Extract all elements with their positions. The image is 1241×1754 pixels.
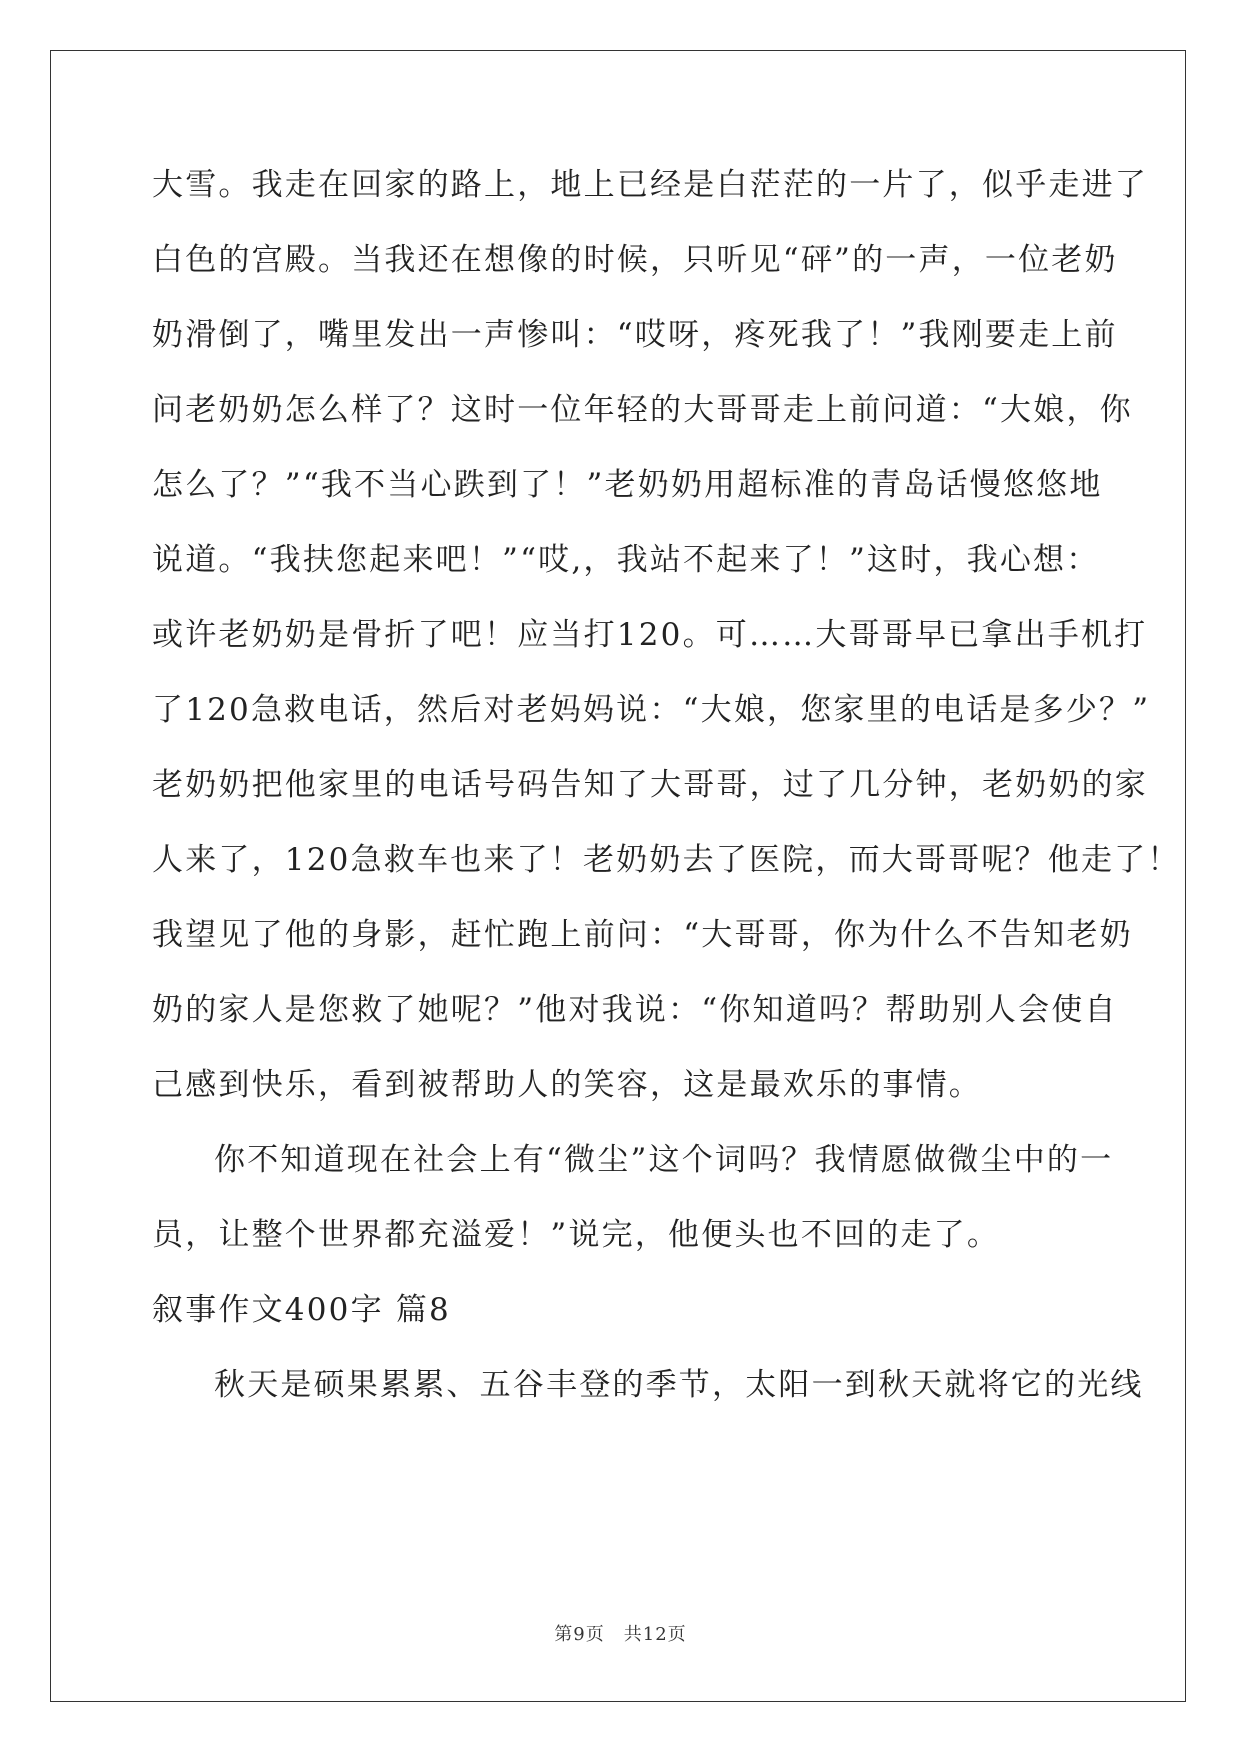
paragraph-first-line: 你不知道现在社会上有“微尘”这个词吗？我情愿做微尘中的一 xyxy=(214,1142,1114,1178)
text-line: 大雪。我走在回家的路上，地上已经是白茫茫的一片了，似乎走进了 xyxy=(152,167,1148,203)
paragraph-first-line: 秋天是硕果累累、五谷丰登的季节，太阳一到秋天就将它的光线 xyxy=(214,1367,1144,1403)
text-line: 说道。“我扶您起来吧！”“哎,，我站不起来了！”这时，我心想： xyxy=(152,542,1100,578)
text-line: 白色的宫殿。当我还在想像的时候，只听见“砰”的一声，一位老奶 xyxy=(152,242,1118,278)
text-line: 员，让整个世界都充溢爱！”说完，他便头也不回的走了。 xyxy=(152,1217,1001,1253)
text-line: 奶滑倒了，嘴里发出一声惨叫：“哎呀，疼死我了！”我刚要走上前 xyxy=(152,317,1118,353)
text-line: 或许老奶奶是骨折了吧！应当打120。可……大哥哥早已拿出手机打 xyxy=(152,617,1148,653)
text-line: 怎么了？”“我不当心跌到了！”老奶奶用超标准的青岛话慢悠悠地 xyxy=(152,467,1103,503)
text-line: 老奶奶把他家里的电话号码告知了大哥哥，过了几分钟，老奶奶的家 xyxy=(152,767,1148,803)
section-heading: 叙事作文400字 篇8 xyxy=(152,1292,451,1328)
text-line: 我望见了他的身影，赶忙跑上前问：“大哥哥，你为什么不告知老奶 xyxy=(152,917,1133,953)
text-line: 己感到快乐，看到被帮助人的笑容，这是最欢乐的事情。 xyxy=(152,1067,982,1103)
page-number-footer: 第9页 共12页 xyxy=(554,1624,687,1645)
text-line: 了120急救电话，然后对老妈妈说：“大娘，您家里的电话是多少？” xyxy=(152,692,1151,728)
text-line: 人来了，120急救车也来了！老奶奶去了医院，而大哥哥呢？他走了！ xyxy=(152,842,1181,878)
text-line: 问老奶奶怎么样了？这时一位年轻的大哥哥走上前问道：“大娘，你 xyxy=(152,392,1133,428)
text-line: 奶的家人是您救了她呢？”他对我说：“你知道吗？帮助别人会使自 xyxy=(152,992,1118,1028)
